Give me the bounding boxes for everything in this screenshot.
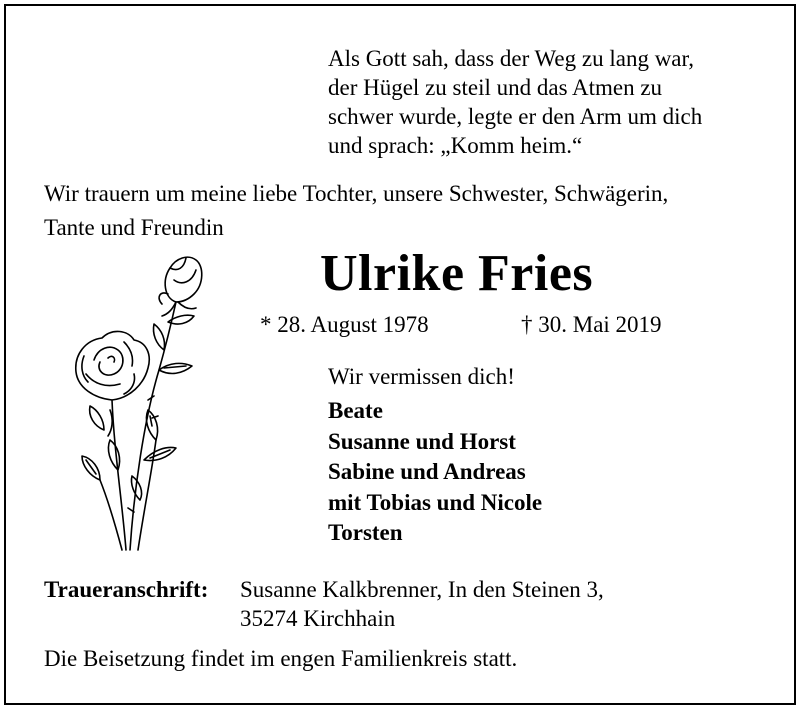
deceased-name: Ulrike Fries	[320, 245, 594, 302]
rose-illustration-icon	[64, 250, 220, 555]
farewell-text: Wir vermissen dich!	[328, 364, 515, 389]
intro-line: Wir trauern um meine liebe Tochter, unsere Schwester, Schwägerin,	[44, 181, 669, 206]
address-line-1: Susanne Kalkbrenner, In den Steinen 3,	[240, 577, 604, 602]
mourner: Susanne und Horst	[328, 428, 516, 454]
birth-date: * 28. August 1978	[260, 312, 429, 337]
poem-line: der Hügel zu steil und das Atmen zu	[328, 75, 663, 100]
intro-line: Tante und Freundin	[44, 215, 224, 240]
address-line-2: 35274 Kirchhain	[240, 606, 396, 631]
mourners-list	[328, 396, 542, 549]
poem-line: Als Gott sah, dass der Weg zu lang war,	[328, 46, 695, 71]
mourner: Sabine und Andreas	[328, 459, 526, 484]
poem-line: und sprach: „Komm heim.“	[328, 133, 583, 158]
death-date: † 30. Mai 2019	[521, 312, 662, 337]
poem	[328, 44, 702, 160]
mourner: mit Tobias und Nicole	[328, 489, 543, 515]
address-label: Traueranschrift:	[44, 577, 209, 602]
mourner: Beate	[328, 398, 383, 423]
poem-line: schwer wurde, legte er den Arm um dich	[328, 104, 703, 129]
burial-note: Die Beisetzung findet im engen Familienkreis statt.	[44, 646, 518, 671]
intro-text	[44, 177, 668, 245]
mourner: Torsten	[328, 520, 403, 545]
